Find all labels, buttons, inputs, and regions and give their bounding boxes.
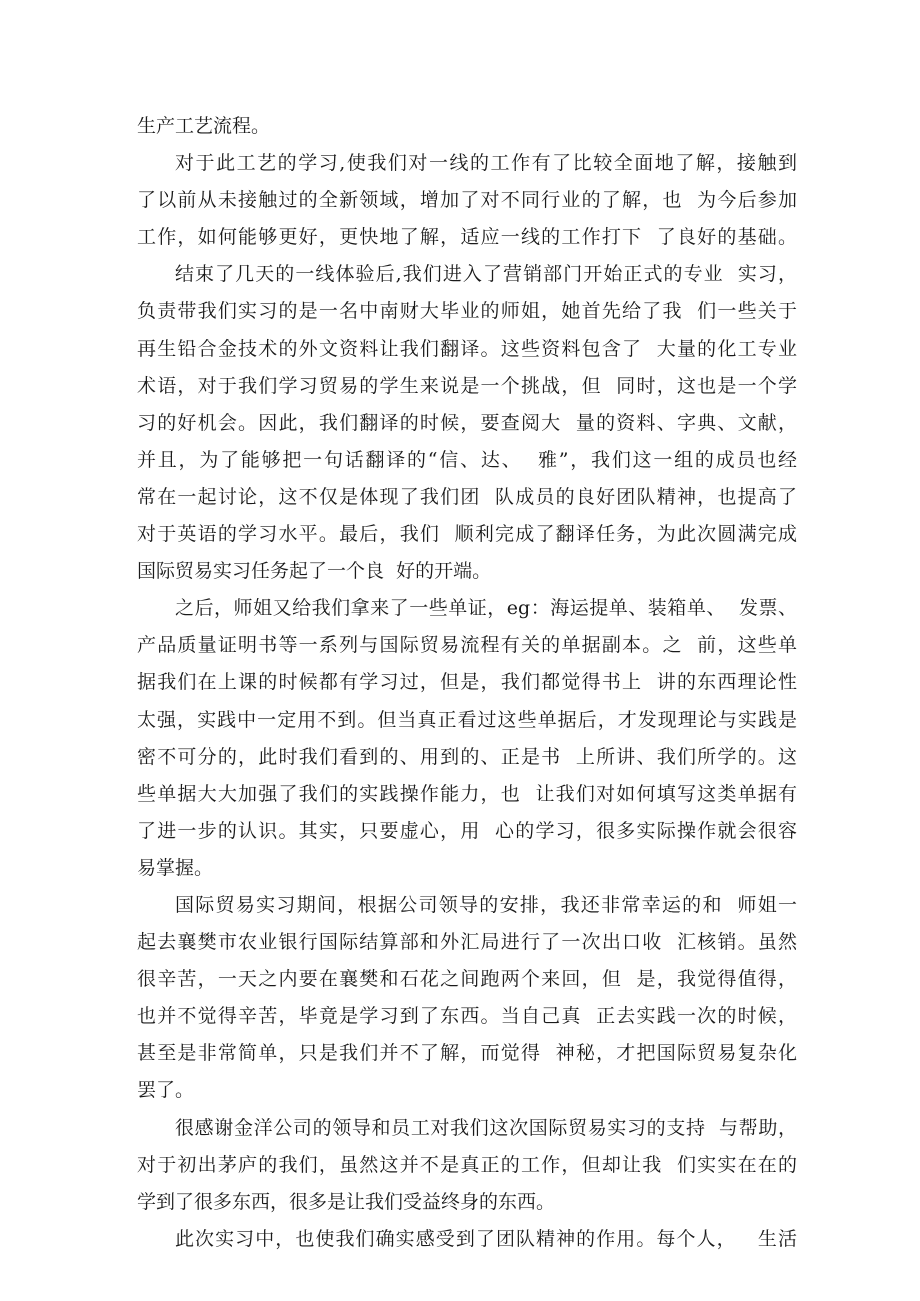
text-line: 起去襄樊市农业银行国际结算部和外汇局进行了一次出口收 汇核销。虽然 bbox=[137, 931, 797, 954]
text-line: 国际贸易实习任务起了一个良 好的开端。 bbox=[137, 560, 492, 583]
text-line: 也并不觉得辛苦，毕竟是学习到了东西。当自己真 正去实践一次的时候， bbox=[137, 1005, 797, 1028]
text-line: 并且，为了能够把一句话翻译的“信、达、 雅”，我们这一组的成员也经 bbox=[137, 448, 797, 471]
text-line: 再生铅合金技术的外文资料让我们翻译。这些资料包含了 大量的化工专业 bbox=[137, 337, 797, 360]
text-line: 国际贸易实习期间，根据公司领导的安排，我还非常幸运的和 师姐一 bbox=[175, 893, 797, 916]
text-line: 产品质量证明书等一系列与国际贸易流程有关的单据副本。之 前，这些单 bbox=[137, 634, 797, 657]
text-line: 很辛苦，一天之内要在襄樊和石花之间跑两个来回，但 是，我觉得值得， bbox=[137, 968, 797, 991]
text-line: 结束了几天的一线体验后,我们进入了营销部门开始正式的专业 实习， bbox=[175, 263, 797, 286]
text-line: 据我们在上课的时候都有学习过，但是，我们都觉得书上 讲的东西理论性 bbox=[137, 671, 797, 694]
text-line: 很感谢金洋公司的领导和员工对我们这次国际贸易实习的支持 与帮助， bbox=[175, 1116, 797, 1139]
text-line: 之后，师姐又给我们拿来了一些单证，eg：海运提单、装箱单、 发票、 bbox=[175, 597, 797, 620]
text-line: 常在一起讨论，这不仅是体现了我们团 队成员的良好团队精神，也提高了 bbox=[137, 485, 797, 508]
text-line: 术语，对于我们学习贸易的学生来说是一个挑战，但 同时，这也是一个学 bbox=[137, 374, 797, 397]
text-line: 易掌握。 bbox=[137, 856, 214, 879]
text-line: 甚至是非常简单，只是我们并不了解，而觉得 神秘，才把国际贸易复杂化 bbox=[137, 1042, 797, 1065]
text-line: 对于英语的学习水平。最后，我们 顺利完成了翻译任务，为此次圆满完成 bbox=[137, 523, 797, 546]
text-line: 生产工艺流程。 bbox=[137, 115, 271, 137]
document-body bbox=[137, 108, 797, 1258]
text-line: 负责带我们实习的是一名中南财大毕业的师姐，她首先给了我 们一些关于 bbox=[137, 300, 797, 323]
text-line: 了以前从未接触过的全新领域，增加了对不同行业的了解，也 为今后参加 bbox=[137, 189, 797, 212]
text-line: 此次实习中，也使我们确实感受到了团队精神的作用。每个人， 生活 bbox=[175, 1227, 797, 1250]
text-line: 习的好机会。因此，我们翻译的时候，要查阅大 量的资料、字典、文献， bbox=[137, 411, 797, 434]
text-line: 工作，如何能够更好，更快地了解，适应一线的工作打下 了良好的基础。 bbox=[137, 226, 797, 249]
text-line: 些单据大大加强了我们的实践操作能力，也 让我们对如何填写这类单据有 bbox=[137, 782, 797, 805]
text-line: 太强，实践中一定用不到。但当真正看过这些单据后，才发现理论与实践是 bbox=[137, 708, 797, 731]
text-line: 密不可分的，此时我们看到的、用到的、正是书 上所讲、我们所学的。这 bbox=[137, 745, 797, 768]
text-line: 对于此工艺的学习,使我们对一线的工作有了比较全面地了解，接触到 bbox=[175, 152, 797, 175]
text-line: 对于初出茅庐的我们，虽然这并不是真正的工作，但却让我 们实实在在的 bbox=[137, 1153, 797, 1176]
text-line: 学到了很多东西，很多是让我们受益终身的东西。 bbox=[137, 1190, 556, 1213]
text-line: 罢了。 bbox=[137, 1079, 195, 1102]
text-line: 了进一步的认识。其实，只要虚心，用 心的学习，很多实际操作就会很容 bbox=[137, 819, 797, 842]
